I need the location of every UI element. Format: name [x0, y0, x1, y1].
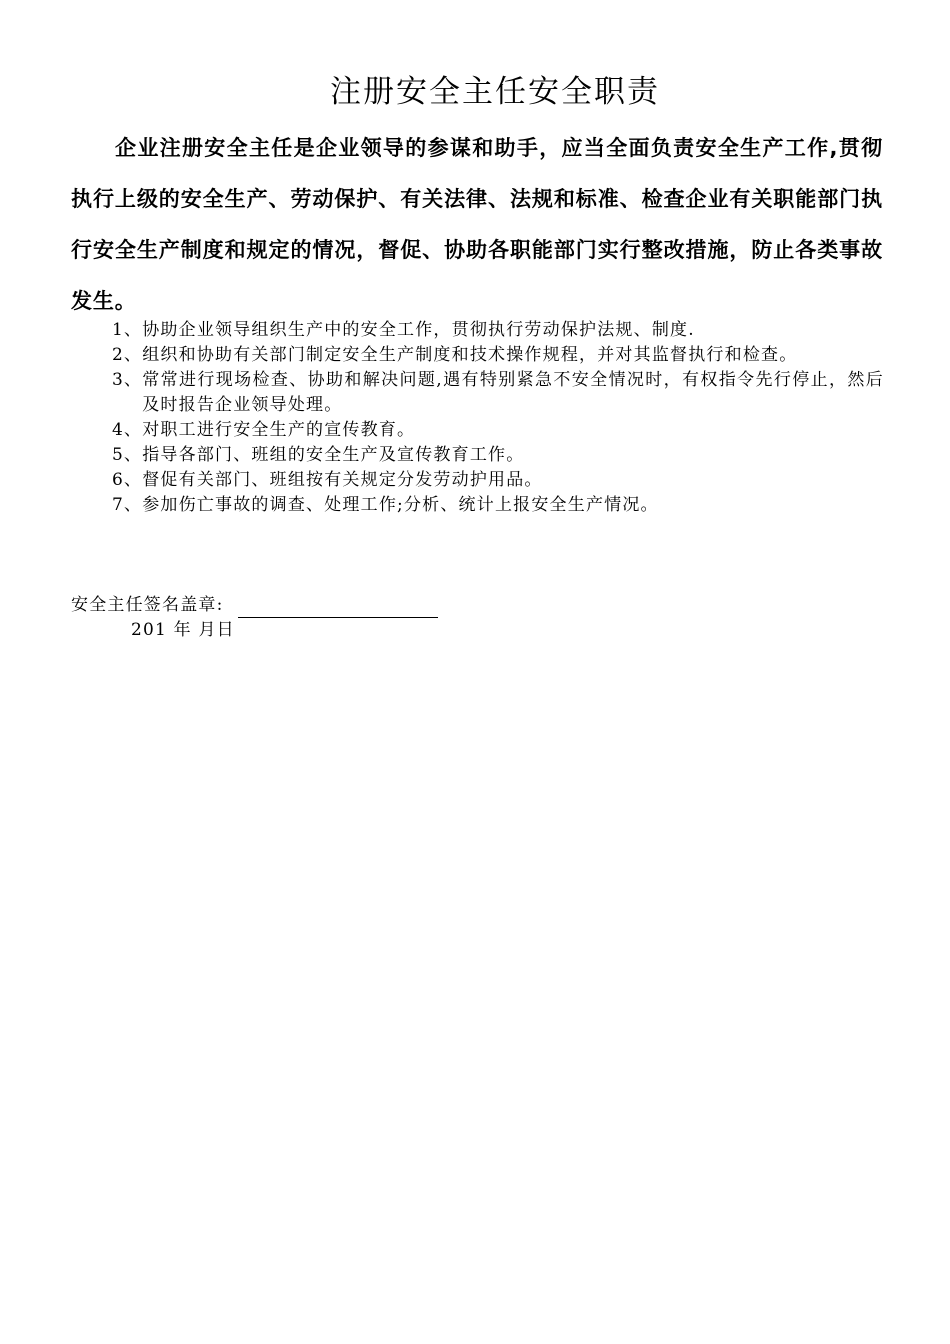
duties-list — [112, 318, 884, 518]
duty-item-7 — [112, 493, 884, 518]
duty-number: 4、 — [112, 420, 143, 440]
duty-item-4 — [112, 418, 884, 443]
duty-number: 1、 — [112, 320, 143, 340]
duty-item-1 — [112, 318, 884, 343]
duty-item-5 — [112, 443, 884, 468]
duty-text: 常常进行现场检查、协助和解决问题,遇有特别紧急不安全情况时，有权指令先行停止，然后及时报告企业领导处理。 — [142, 370, 884, 415]
duty-number: 5、 — [112, 445, 143, 465]
duty-number: 6、 — [112, 470, 143, 490]
signature-block — [71, 593, 438, 643]
duty-number: 7、 — [112, 495, 143, 515]
duty-text: 组织和协助有关部门制定安全生产制度和技术操作规程，并对其监督执行和检查。 — [142, 345, 798, 365]
signature-row — [71, 593, 438, 618]
duty-number: 2、 — [112, 345, 143, 365]
intro-paragraph: 企业注册安全主任是企业领导的参谋和助手，应当全面负责安全生产工作,贯彻执行上级的安全生产、劳动保护、有关法律、法规和标准、检查企业有关职能部门执行安全生产制度和规定的情况，督促、协助各职能部门实行整改措施，防止各类事故发生。 — [71, 136, 883, 313]
duty-text: 协助企业领导组织生产中的安全工作，贯彻执行劳动保护法规、制度. — [142, 320, 695, 340]
signature-line[interactable] — [238, 597, 438, 618]
duty-item-2 — [112, 343, 884, 368]
signature-label: 安全主任签名盖章: — [71, 595, 224, 615]
date-line: 201 年 月日 — [131, 620, 235, 640]
document-title: 注册安全主任安全职责 — [330, 74, 660, 110]
duty-number: 3、 — [112, 370, 143, 390]
duty-item-3 — [112, 368, 884, 418]
duty-text: 参加伤亡事故的调查、处理工作;分析、统计上报安全生产情况。 — [142, 495, 659, 515]
duty-text: 督促有关部门、班组按有关规定分发劳动护用品。 — [142, 470, 543, 490]
duty-text: 指导各部门、班组的安全生产及宣传教育工作。 — [142, 445, 525, 465]
duty-item-6 — [112, 468, 884, 493]
duty-text: 对职工进行安全生产的宣传教育。 — [142, 420, 416, 440]
